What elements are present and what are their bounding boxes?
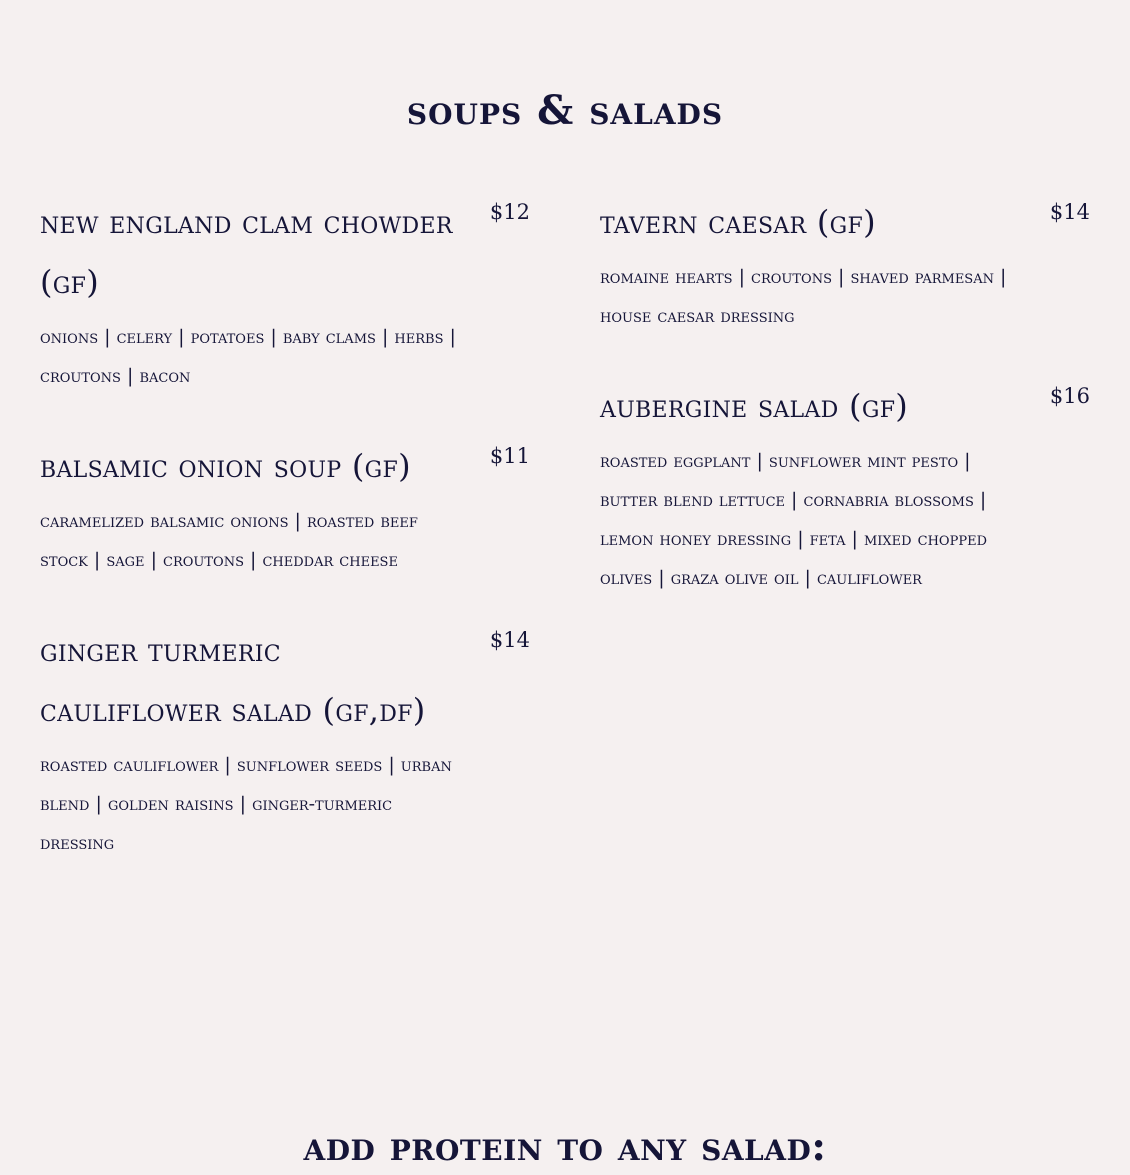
menu-item-price: $12 xyxy=(489,200,530,224)
menu-item-price: $14 xyxy=(1049,200,1090,224)
page-title: soups & salads xyxy=(406,86,724,134)
menu-item xyxy=(600,192,1090,336)
menu-item-name: balsamic onion soup (gf) xyxy=(40,447,411,485)
menu-item-description: caramelized balsamic onions | roasted beef stock | sage | croutons | cheddar cheese xyxy=(40,510,418,571)
add-protein-heading: add protein to any salad: xyxy=(303,1123,827,1171)
menu-item-name: new england clam chowder (gf) xyxy=(40,203,453,301)
menu-item-description: romaine hearts | croutons | shaved parmesan | house caesar dressing xyxy=(600,266,1007,327)
menu-item-price: $16 xyxy=(1049,384,1090,408)
menu-column-left xyxy=(40,192,530,903)
menu-item-price: $11 xyxy=(489,444,530,468)
menu-item-description: roasted eggplant | sunflower mint pesto | butter blend lettuce | cornabria blossoms | lemon honey dressing | feta | mixed chopped olives | graza olive oil | cauliflower xyxy=(600,450,987,589)
menu-column-right xyxy=(600,192,1090,638)
menu-item xyxy=(40,620,530,863)
menu-item-name: ginger turmeric cauliflower salad (gf,df) xyxy=(40,631,426,729)
menu-item-price: $14 xyxy=(489,628,530,652)
menu-item-description: onions | celery | potatoes | baby clams | herbs | croutons | bacon xyxy=(40,326,456,387)
menu-item-name: aubergine salad (gf) xyxy=(600,387,909,425)
menu-item xyxy=(40,436,530,580)
menu-item-name: tavern caesar (gf) xyxy=(600,203,876,241)
menu-item xyxy=(40,192,530,396)
menu-item xyxy=(600,376,1090,598)
menu-item-description: roasted cauliflower | sunflower seeds | urban blend | golden raisins | ginger-turmeric dressing xyxy=(40,754,452,854)
